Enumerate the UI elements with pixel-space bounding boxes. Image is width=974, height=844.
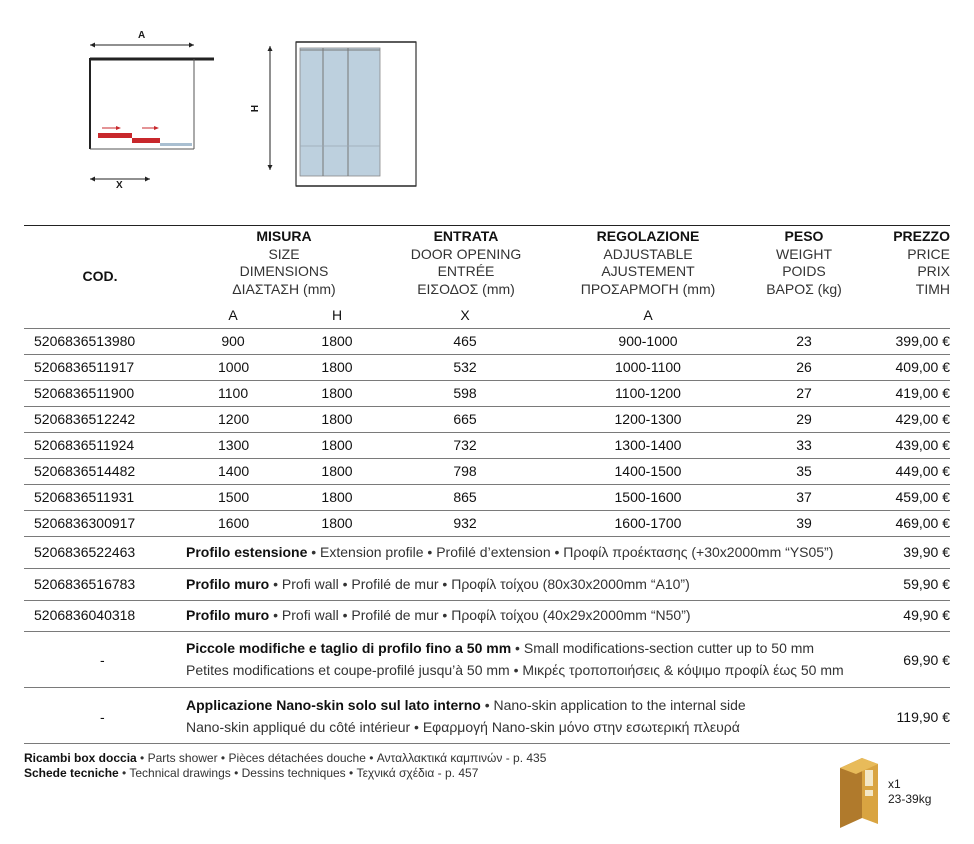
service-price: 119,90 € xyxy=(896,709,950,725)
row-size-a: 1600 xyxy=(218,515,250,531)
header-weight-gr: ΒΑΡΟΣ (kg) xyxy=(766,280,842,297)
row-size-h: 1800 xyxy=(321,385,353,401)
row-separator xyxy=(24,484,950,485)
row-separator xyxy=(24,458,950,459)
header-code-label: COD. xyxy=(82,268,118,284)
table-top-rule xyxy=(24,225,950,226)
row-door-x: 465 xyxy=(453,333,477,349)
service-description: Piccole modifiche e taglio di profilo fino a 50 mm • Small modifications-section cutter up to 50 mm xyxy=(186,640,815,656)
subheader-h: H xyxy=(331,307,343,323)
header-price xyxy=(870,228,950,298)
header-adjust-it: REGOLAZIONE xyxy=(596,228,700,244)
accessory-name: Profilo muro xyxy=(186,576,270,592)
package-quantity: x1 xyxy=(888,777,901,791)
package-box-icon xyxy=(836,754,882,830)
row-size-h: 1800 xyxy=(321,489,353,505)
accessory-description: Profilo muro • Profi wall • Profilé de mur • Προφίλ τοίχου (40x29x2000mm “N50”) xyxy=(186,607,691,623)
row-code: 5206836300917 xyxy=(34,515,136,531)
row-separator xyxy=(24,380,950,381)
service-code: - xyxy=(100,652,105,668)
row-code: 5206836511931 xyxy=(34,489,135,505)
row-separator xyxy=(24,510,950,511)
row-code: 5206836512242 xyxy=(34,411,136,427)
row-separator xyxy=(24,536,950,537)
service-price: 69,90 € xyxy=(903,652,950,668)
accessory-description: Profilo muro • Profi wall • Profilé de mur • Προφίλ τοίχου (80x30x2000mm “A10”) xyxy=(186,576,690,592)
row-adjust: 1300-1400 xyxy=(614,437,682,453)
row-weight: 27 xyxy=(796,385,812,401)
row-price: 469,00 € xyxy=(895,515,950,531)
row-separator xyxy=(24,328,950,329)
row-size-h: 1800 xyxy=(321,411,353,427)
row-separator xyxy=(24,568,950,569)
header-size-it: MISURA xyxy=(256,228,312,244)
front-view-diagram xyxy=(255,38,420,200)
header-price-gr: ΤΙΜΗ xyxy=(915,280,950,297)
row-separator xyxy=(24,687,950,688)
row-adjust: 1000-1100 xyxy=(615,359,681,375)
header-weight-en: WEIGHT xyxy=(776,245,832,262)
footer-parts xyxy=(24,751,546,765)
subheader-x: X xyxy=(460,307,470,323)
service-description-line2: Petites modifications et coupe-profilé jusqu’à 50 mm • Μικρές τροποποιήσεις & κόψιμο προφίλ έως 50 mm xyxy=(186,662,844,678)
row-adjust: 1400-1500 xyxy=(614,463,682,479)
row-size-h: 1800 xyxy=(321,463,353,479)
accessory-price: 59,90 € xyxy=(903,576,950,592)
row-separator xyxy=(24,743,950,744)
row-code: 5206836513980 xyxy=(34,333,136,349)
header-weight xyxy=(754,228,854,298)
header-adjust-en: ADJUSTABLE xyxy=(603,245,693,262)
accessory-code: 5206836516783 xyxy=(34,576,136,592)
row-door-x: 798 xyxy=(453,463,477,479)
row-separator xyxy=(24,600,950,601)
plan-diagram xyxy=(80,25,220,195)
footer-drawings xyxy=(24,766,478,780)
row-weight: 35 xyxy=(796,463,812,479)
subheader-a: A xyxy=(228,307,238,323)
accessory-price: 39,90 € xyxy=(903,544,950,560)
accessory-name: Profilo muro xyxy=(186,607,270,623)
row-price: 399,00 € xyxy=(895,333,950,349)
row-weight: 33 xyxy=(796,437,812,453)
row-weight: 29 xyxy=(796,411,812,427)
row-size-h: 1800 xyxy=(321,515,353,531)
row-price: 409,00 € xyxy=(895,359,950,375)
row-separator xyxy=(24,406,950,407)
row-size-a: 1500 xyxy=(218,489,250,505)
row-adjust: 900-1000 xyxy=(618,333,678,349)
row-door-x: 732 xyxy=(453,437,477,453)
header-adjust xyxy=(568,228,728,298)
service-code: - xyxy=(100,709,105,725)
footer-drawings-bold: Schede tecniche xyxy=(24,766,119,780)
row-weight: 37 xyxy=(796,489,812,505)
header-weight-fr: POIDS xyxy=(782,263,826,279)
accessory-description: Profilo estensione • Extension profile • Profilé d’extension • Προφίλ προέκτασης (+30x2000mm “YS05”) xyxy=(186,544,834,560)
row-code: 5206836511900 xyxy=(34,385,135,401)
row-door-x: 865 xyxy=(453,489,477,505)
row-code: 5206836514482 xyxy=(34,463,136,479)
service-description-line2: Nano-skin appliqué du côté intérieur • Εφαρμογή Nano-skin μόνο στην εσωτερική πλευρά xyxy=(186,719,740,735)
row-price: 449,00 € xyxy=(895,463,950,479)
header-door-fr: ENTRÉE xyxy=(437,263,495,279)
row-size-a: 1200 xyxy=(218,411,250,427)
header-price-it: PREZZO xyxy=(893,228,950,244)
header-price-fr: PRIX xyxy=(917,263,950,279)
dimension-a-label: A xyxy=(138,30,146,41)
footer-parts-bold: Ricambi box doccia xyxy=(24,751,137,765)
row-adjust: 1500-1600 xyxy=(614,489,682,505)
header-size xyxy=(214,228,354,298)
row-adjust: 1600-1700 xyxy=(614,515,682,531)
service-description: Applicazione Nano-skin solo sul lato interno • Nano-skin application to the internal side xyxy=(186,697,746,713)
row-code: 5206836511917 xyxy=(34,359,135,375)
header-size-gr: ΔΙΑΣΤΑΣΗ (mm) xyxy=(232,280,336,297)
service-name: Piccole modifiche e taglio di profilo fino a 50 mm xyxy=(186,640,512,656)
row-size-h: 1800 xyxy=(321,437,353,453)
row-adjust: 1100-1200 xyxy=(615,385,681,401)
package-weight: 23-39kg xyxy=(888,792,932,806)
row-weight: 23 xyxy=(796,333,812,349)
header-adjust-fr: AJUSTEMENT xyxy=(601,263,695,279)
row-separator xyxy=(24,354,950,355)
header-door-en: DOOR OPENING xyxy=(410,245,522,262)
dimension-h-label: H xyxy=(250,104,262,113)
subheader-adjust-a: A xyxy=(643,307,653,323)
row-size-a: 900 xyxy=(221,333,245,349)
accessory-price: 49,90 € xyxy=(903,607,950,623)
service-name: Applicazione Nano-skin solo sul lato interno xyxy=(186,697,481,713)
accessory-code: 5206836522463 xyxy=(34,544,136,560)
row-price: 429,00 € xyxy=(895,411,950,427)
row-code: 5206836511924 xyxy=(34,437,135,453)
header-weight-it: PESO xyxy=(784,228,824,244)
header-size-fr: DIMENSIONS xyxy=(239,263,329,279)
header-door-it: ENTRATA xyxy=(433,228,499,244)
row-door-x: 532 xyxy=(453,359,477,375)
header-code xyxy=(60,268,140,286)
row-separator xyxy=(24,631,950,632)
row-weight: 26 xyxy=(796,359,812,375)
footer-parts-rest: • Parts shower • Pièces détachées douche • Ανταλλακτικά καμπινών - p. 435 xyxy=(136,751,547,765)
header-size-en: SIZE xyxy=(268,245,300,262)
row-size-a: 1300 xyxy=(218,437,250,453)
row-size-h: 1800 xyxy=(321,333,353,349)
header-door-gr: ΕΙΣΟΔΟΣ (mm) xyxy=(417,280,515,297)
row-door-x: 932 xyxy=(453,515,477,531)
row-price: 439,00 € xyxy=(895,437,950,453)
footer-drawings-rest: • Technical drawings • Dessins techniques • Τεχνικά σχέδια - p. 457 xyxy=(118,766,479,780)
row-size-h: 1800 xyxy=(321,359,353,375)
row-door-x: 598 xyxy=(453,385,477,401)
row-size-a: 1000 xyxy=(218,359,250,375)
row-weight: 39 xyxy=(796,515,812,531)
dimension-x-label: X xyxy=(116,180,123,191)
row-size-a: 1100 xyxy=(218,385,249,401)
row-size-a: 1400 xyxy=(218,463,250,479)
row-price: 459,00 € xyxy=(895,489,950,505)
header-price-en: PRICE xyxy=(907,245,950,262)
row-adjust: 1200-1300 xyxy=(614,411,682,427)
header-adjust-gr: ΠΡΟΣΑΡΜΟΓΗ (mm) xyxy=(580,280,716,297)
row-door-x: 665 xyxy=(453,411,477,427)
header-door xyxy=(396,228,536,298)
accessory-code: 5206836040318 xyxy=(34,607,136,623)
row-separator xyxy=(24,432,950,433)
row-price: 419,00 € xyxy=(895,385,950,401)
accessory-name: Profilo estensione xyxy=(186,544,308,560)
